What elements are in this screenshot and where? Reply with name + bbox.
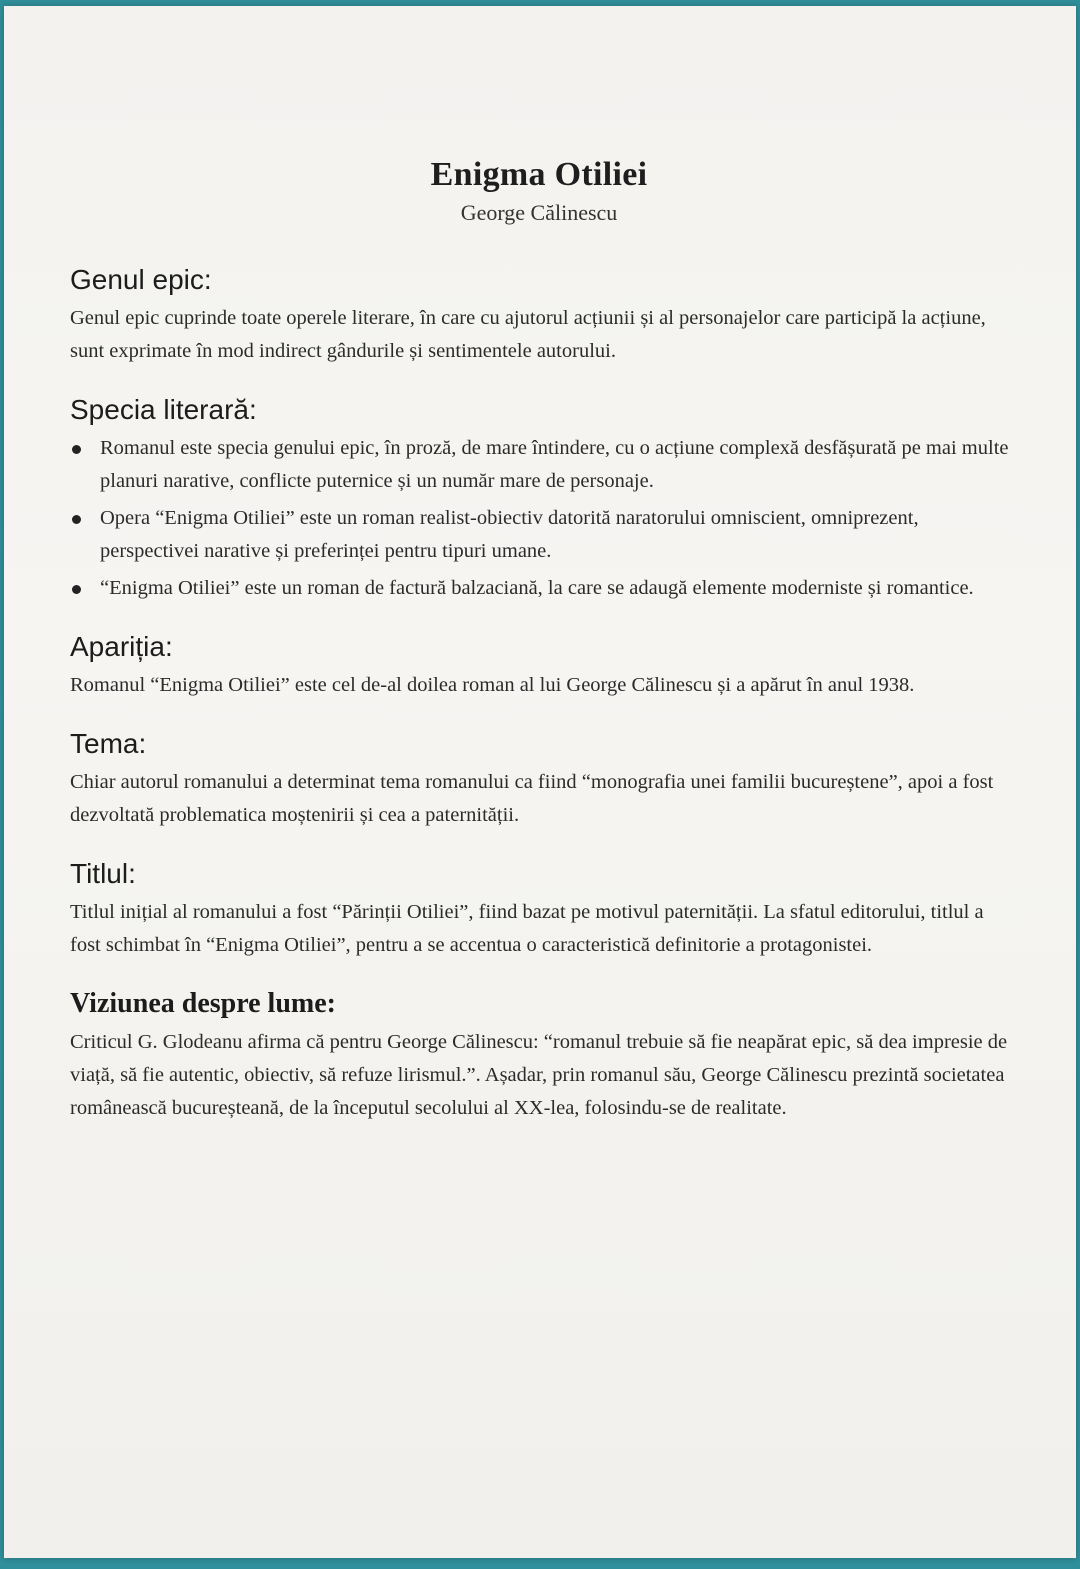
bullet-list [70, 432, 1010, 605]
section-genul-epic [70, 264, 1010, 368]
bullet-icon [72, 445, 81, 454]
section-heading: Viziunea despre lume: [70, 988, 336, 1019]
section-specia-literara [70, 394, 1010, 605]
section-aparitia [70, 631, 1010, 702]
list-item [70, 432, 1010, 498]
title-block [4, 156, 1076, 226]
section-heading: Genul epic: [70, 264, 212, 295]
document-author: George Călinescu [460, 200, 618, 225]
list-item-text: Opera “Enigma Otiliei” este un roman realist-obiectiv datorită naratorului omniscient, omniprezent, perspectivei narative și preferinței pentru tipuri umane. [100, 507, 919, 562]
list-item-text: Romanul este specia genului epic, în proză, de mare întindere, cu o acțiune complexă desfășurată pe mai multe planuri narative, conflicte puternice și un număr mare de personaje. [100, 437, 1009, 492]
section-text: Genul epic cuprinde toate operele literare, în care cu ajutorul acțiunii și al personajelor care participă la acțiune, sunt exprimate în mod indirect gândurile și sentimentele autorului. [70, 307, 986, 362]
bullet-icon [72, 515, 81, 524]
list-item [70, 502, 1010, 568]
list-item [70, 572, 1010, 605]
section-heading: Tema: [70, 728, 147, 759]
document-body [70, 264, 1010, 1151]
section-text: Romanul “Enigma Otiliei” este cel de-al doilea roman al lui George Călinescu și a apărut în anul 1938. [70, 674, 915, 696]
bullet-icon [72, 585, 81, 594]
section-tema [70, 728, 1010, 832]
section-heading: Titlul: [70, 858, 136, 889]
section-text: Chiar autorul romanului a determinat tema romanului ca fiind “monografia unei familii bucureștene”, apoi a fost dezvoltată problematica moștenirii și cea a paternității. [70, 771, 994, 826]
section-heading: Apariția: [70, 631, 173, 662]
document-title: Enigma Otiliei [430, 156, 648, 193]
list-item-text: “Enigma Otiliei” este un roman de factură balzaciană, la care se adaugă elemente moderniste și romantice. [100, 577, 974, 599]
section-titlul [70, 858, 1010, 962]
section-viziunea [70, 988, 1010, 1125]
section-text: Criticul G. Glodeanu afirma că pentru George Călinescu: “romanul trebuie să fie neapărat epic, să dea impresie de viață, să fie autentic, obiectiv, să refuze lirismul.”. Așadar, prin romanul său, George Călinescu prezintă societatea românească bucureșteană, de la începutul secolului al XX-lea, folosindu-se de realitate. [70, 1031, 1008, 1119]
section-text: Titlul inițial al romanului a fost “Părinții Otiliei”, fiind bazat pe motivul paternității. La sfatul editorului, titlul a fost schimbat în “Enigma Otiliei”, pentru a se accentua o caracteristică definitorie a protagonistei. [70, 901, 984, 956]
section-heading: Specia literară: [70, 394, 257, 425]
paper-sheet [4, 6, 1076, 1558]
